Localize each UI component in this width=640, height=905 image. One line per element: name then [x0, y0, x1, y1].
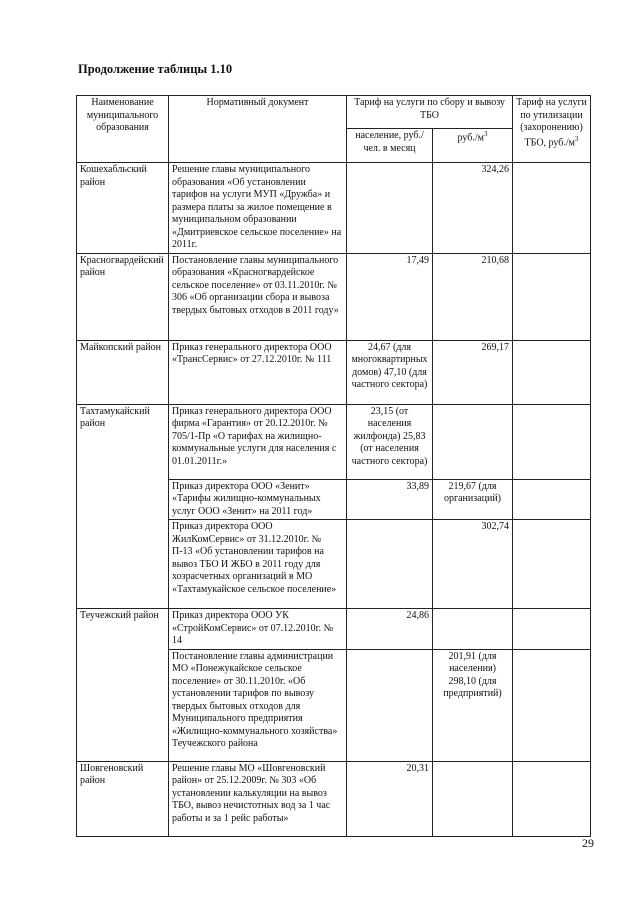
municipality-name: Майкопский район — [77, 340, 169, 404]
rub-m3-tariff: 210,68 — [433, 253, 513, 340]
rub-m3-tariff — [433, 609, 513, 650]
disposal-tariff — [513, 761, 591, 836]
header-disposal-tariff — [513, 96, 591, 163]
regulatory-document: Приказ директора ООО «Зенит» «Тарифы жилищно-коммунальных услуг ООО «Зенит» на 2011 год» — [169, 479, 347, 520]
header-disposal-text: Тариф на услуги по утилизации (захоронению) ТБО, руб./м — [516, 97, 587, 148]
population-tariff: 24,67 (для многоквартирных домов) 47,10 (для частного сектора) — [347, 340, 433, 404]
table-row — [77, 404, 591, 479]
municipality-name: Красногвардейский район — [77, 253, 169, 340]
header-disposal-sup: 3 — [574, 134, 579, 143]
disposal-tariff — [513, 163, 591, 254]
disposal-tariff — [513, 649, 591, 761]
header-rub-m3-text: руб./м — [457, 132, 484, 144]
regulatory-document: Приказ директора ООО ЖилКомСервис» от 31.12.2010г. № П-13 «Об установлении тарифов на вывоз ТБО И ЖБО в 2011 году для хозрасчетных организаций в МО «Тахтамукайское сельское поселение» — [169, 520, 347, 609]
rub-m3-tariff: 302,74 — [433, 520, 513, 609]
page-number: 29 — [582, 836, 594, 850]
population-tariff: 17,49 — [347, 253, 433, 340]
rub-m3-tariff: 324,26 — [433, 163, 513, 254]
population-tariff: 20,31 — [347, 761, 433, 836]
table-row — [77, 253, 591, 340]
rub-m3-tariff: 219,67 (для организаций) — [433, 479, 513, 520]
table-row — [77, 163, 591, 254]
table-row — [77, 340, 591, 404]
header-population: население, руб./чел. в месяц — [347, 129, 433, 163]
population-tariff: 33,89 — [347, 479, 433, 520]
disposal-tariff — [513, 340, 591, 404]
table-continuation-heading: Продолжение таблицы 1.10 — [78, 62, 233, 76]
header-collection-tariff: Тариф на услуги по сбору и вывозу ТБО — [347, 96, 513, 129]
municipality-name: Кошехабльский район — [77, 163, 169, 254]
population-tariff — [347, 163, 433, 254]
regulatory-document: Приказ генерального директора ООО «ТрансСервис» от 27.12.2010г. № 111 — [169, 340, 347, 404]
disposal-tariff — [513, 479, 591, 520]
header-regulatory-document: Нормативный документ — [169, 96, 347, 163]
rub-m3-tariff — [433, 404, 513, 479]
header-rub-m3-sup: 3 — [483, 130, 488, 138]
population-tariff — [347, 520, 433, 609]
population-tariff — [347, 649, 433, 761]
regulatory-document: Постановление главы администрации МО «Понежукайское сельское поселение» от 30.11.2010г. «Об установлении тарифов по вывозу твердых бытовых отходов для Муниципального предприятия «Жилищно-коммунального хозяйства» Теучежского района — [169, 649, 347, 761]
disposal-tariff — [513, 404, 591, 479]
table-row — [77, 609, 591, 650]
rub-m3-tariff: 269,17 — [433, 340, 513, 404]
table-header-row — [77, 96, 591, 129]
municipality-name: Шовгеновский район — [77, 761, 169, 836]
regulatory-document: Приказ директора ООО УК «СтройКомСервис» от 07.12.2010г. № 14 — [169, 609, 347, 650]
municipality-name: Тахтамукайский район — [77, 404, 169, 609]
regulatory-document: Решение главы МО «Шовгеновский район» от 25.12.2009г. № 303 «Об установлении калькуляции на вывоз ТБО, вывоз нечистотных вод за 1 час работы и за 1 рейс работы» — [169, 761, 347, 836]
tariff-table — [76, 95, 591, 837]
rub-m3-tariff — [433, 761, 513, 836]
disposal-tariff — [513, 253, 591, 340]
municipality-name: Теучежский район — [77, 609, 169, 762]
regulatory-document: Решение главы муниципального образования «Об установлении тарифов на услуги МУП «Дружба» и размера платы за жилое помещение в муниципальном образовании «Дмитриевское сельское поселение» на 2011г. — [169, 163, 347, 254]
population-tariff: 23,15 (от населения жилфонда) 25,83 (от населения частного сектора) — [347, 404, 433, 479]
disposal-tariff — [513, 609, 591, 650]
header-municipality: Наименование муниципального образования — [77, 96, 169, 163]
population-tariff: 24,86 — [347, 609, 433, 650]
table-row — [77, 761, 591, 836]
regulatory-document: Приказ генерального директора ООО фирма «Гарантия» от 20.12.2010г. № 705/1-Пр «О тарифах на жилищно-коммунальные услуги для населения с 01.01.2011г.» — [169, 404, 347, 479]
disposal-tariff — [513, 520, 591, 609]
header-rub-m3 — [433, 129, 513, 163]
rub-m3-tariff: 201,91 (для населения) 298,10 (для предприятий) — [433, 649, 513, 761]
regulatory-document: Постановление главы муниципального образования «Красногвардейское сельское поселение» от 03.11.2010г. № 306 «Об организации сбора и вывоза твердых бытовых отходов в 2011 году» — [169, 253, 347, 340]
